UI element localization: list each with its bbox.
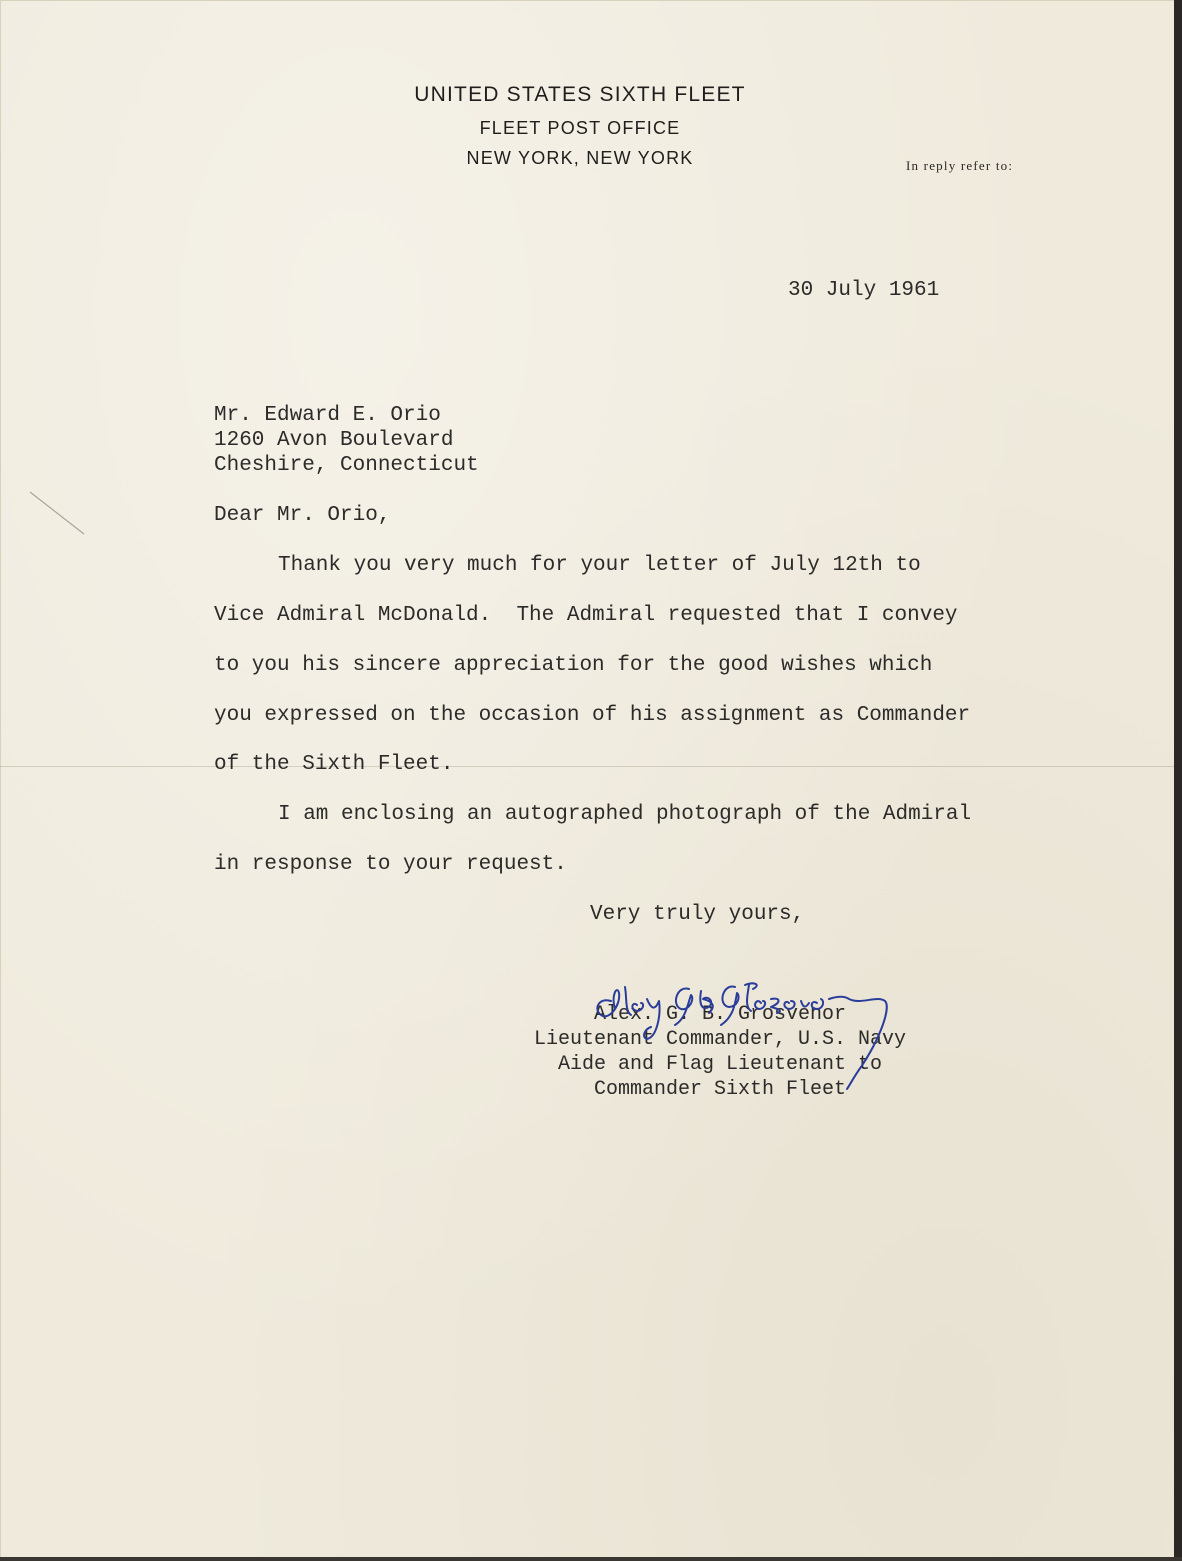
recipient-name: Mr. Edward E. Orio bbox=[214, 404, 441, 427]
salutation: Dear Mr. Orio, bbox=[214, 504, 391, 527]
fold-crease bbox=[0, 766, 1174, 767]
body-line: Thank you very much for your letter of July 12th to bbox=[278, 554, 921, 577]
letter-date: 30 July 1961 bbox=[788, 279, 940, 302]
recipient-street: 1260 Avon Boulevard bbox=[214, 429, 454, 452]
signer-name: Alex. G. B. Grosvenor bbox=[593, 1003, 847, 1026]
body-line: Vice Admiral McDonald. The Admiral requested that I convey bbox=[214, 604, 958, 627]
closing: Very truly yours, bbox=[590, 903, 805, 926]
body-line: to you his sincere appreciation for the good wishes which bbox=[214, 654, 933, 677]
scan-edge-right bbox=[1174, 0, 1182, 1561]
scan-edge-bottom bbox=[0, 1557, 1182, 1561]
letterhead-office: FLEET POST OFFICE bbox=[479, 118, 681, 138]
body-line: of the Sixth Fleet. bbox=[214, 753, 454, 776]
handwritten-signature bbox=[585, 975, 925, 1105]
letterhead-title: UNITED STATES SIXTH FLEET bbox=[414, 83, 746, 106]
body-line: in response to your request. bbox=[214, 853, 567, 876]
paper-crease-mark bbox=[28, 488, 88, 538]
signer-role: Aide and Flag Lieutenant to bbox=[557, 1053, 883, 1076]
letterhead-city: NEW YORK, NEW YORK bbox=[466, 148, 694, 168]
reply-reference-note: In reply refer to: bbox=[906, 158, 1014, 173]
signer-rank: Lieutenant Commander, U.S. Navy bbox=[533, 1028, 907, 1051]
recipient-city: Cheshire, Connecticut bbox=[214, 454, 479, 477]
body-line: you expressed on the occasion of his assignment as Commander bbox=[214, 704, 971, 727]
body-line: I am enclosing an autographed photograph of the Admiral bbox=[278, 803, 972, 826]
signer-command: Commander Sixth Fleet bbox=[593, 1078, 847, 1101]
